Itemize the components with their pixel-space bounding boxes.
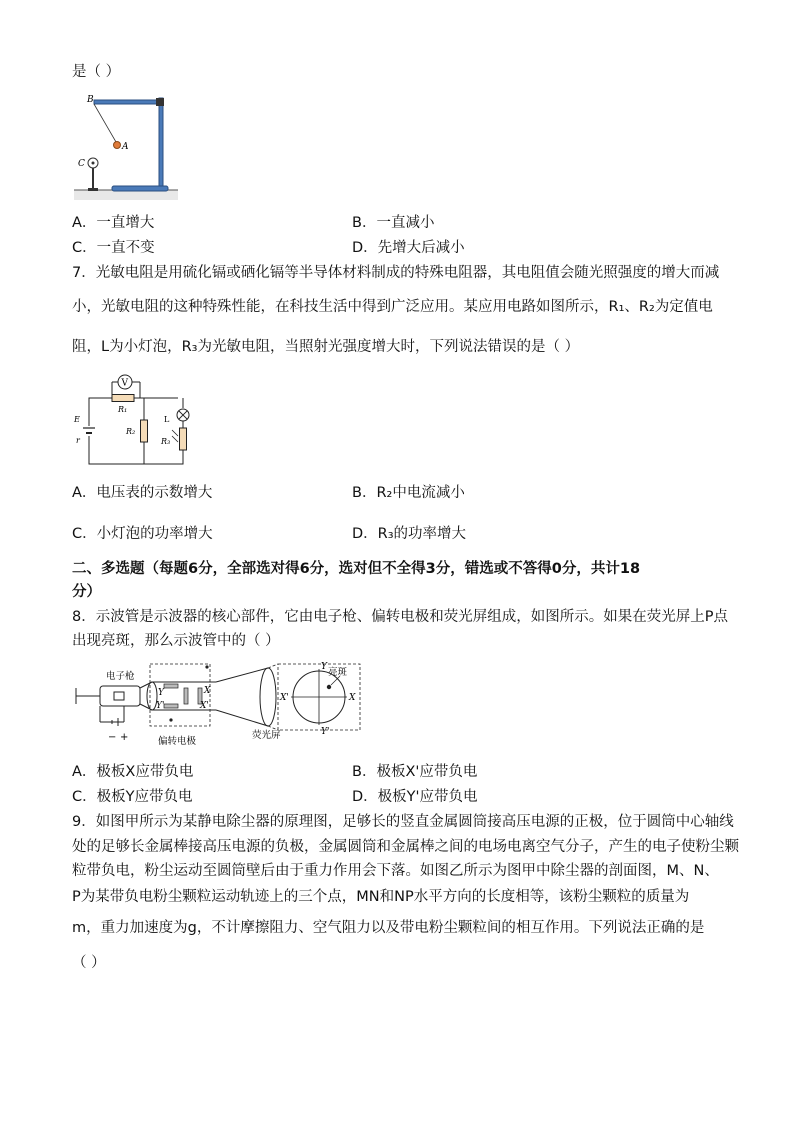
q9-stem-line6: （ ） [72, 955, 106, 971]
q6-option-b: B．一直减小 [352, 215, 435, 231]
q8-oscilloscope-figure [72, 660, 364, 750]
q9-stem-line3: 粒带负电，粉尘运动至圆筒壁后由于重力作用会下落。如图乙所示为图甲中除尘器的剖面图，M、N、 [72, 863, 719, 879]
label-e: E [74, 415, 80, 424]
q8-option-b: B．极板X'应带负电 [352, 764, 478, 780]
label-electron-gun: 电子枪 [106, 671, 135, 682]
label-l: L [164, 415, 170, 424]
q9-stem-line5: m，重力加速度为g，不计摩擦阻力、空气阻力以及带电粉尘颗粒间的相互作用。下列说法正确的是 [72, 920, 705, 936]
label-screen: 荧光屏 [252, 730, 281, 741]
label-r: r [76, 436, 80, 445]
screen-label-x-prime: X' [280, 693, 289, 703]
label-r1: R₁ [118, 405, 128, 414]
label-x: X [204, 686, 211, 696]
section2-heading-line1: 二、多选题（每题6分，全部选对得6分，选对但不全得3分，错选或不答得0分，共计18 [72, 561, 641, 577]
q7-option-d: D．R₃的功率增大 [352, 526, 467, 542]
resistor-r1 [112, 395, 134, 402]
resistor-r2 [141, 420, 148, 442]
label-minus: − [108, 732, 117, 743]
q8-option-d: D．极板Y'应带负电 [352, 789, 478, 805]
ball-a [114, 142, 121, 149]
q8-option-c: C．极板Y应带负电 [72, 789, 193, 805]
q7-stem-line2: 小，光敏电阻的这种特殊性能，在科技生活中得到广泛应用。某应用电路如图所示，R₁、R₂为定值电 [72, 299, 713, 315]
q6-option-c: C．一直不变 [72, 240, 155, 256]
stand-base [112, 186, 168, 191]
label-b: B [87, 95, 94, 105]
plate-y [164, 684, 178, 688]
q6-option-d: D．先增大后减小 [352, 240, 465, 256]
q6-option-a: A．一直增大 [72, 215, 155, 231]
q7-option-a: A．电压表的示数增大 [72, 485, 213, 501]
rod-b [94, 100, 162, 104]
q7-option-b: B．R₂中电流减小 [352, 485, 465, 501]
q9-stem-line4: P为某带负电粉尘颗粒运动轨迹上的三个点，MN和NP水平方向的长度相等，该粉尘颗粒的质量为 [72, 889, 690, 905]
q8-stem-line2: 出现亮斑，那么示波管中的（ ） [72, 633, 280, 649]
q7-option-c: C．小灯泡的功率增大 [72, 526, 213, 542]
photoresistor-r3 [180, 428, 187, 450]
label-a: A [122, 142, 129, 152]
label-bright-spot: 亮斑 [328, 667, 348, 678]
screen-label-y-prime: Y' [321, 727, 330, 737]
label-deflection-electrodes: 偏转电极 [158, 736, 197, 747]
label-r2: R₂ [126, 427, 136, 436]
label-plus: + [120, 732, 129, 743]
screen-label-y: Y [321, 662, 327, 672]
plate-y-prime [164, 704, 178, 708]
q7-stem-line1: 7．光敏电阻是用硫化镉或硒化镉等半导体材料制成的特殊电阻器，其电阻值会随光照强度的增大而减 [72, 265, 720, 281]
label-v: V [121, 378, 128, 389]
q8-option-a: A．极板X应带负电 [72, 764, 194, 780]
label-y-prime: Y' [156, 701, 165, 711]
label-c: C [78, 159, 85, 169]
label-r3: R₃ [161, 437, 171, 446]
q6-stem-tail: 是（ ） [72, 64, 121, 80]
q9-stem-line1: 9．如图甲所示为某静电除尘器的原理图，足够长的竖直金属圆筒接高压电源的正极，位于圆筒中心轴线 [72, 814, 734, 830]
plate-x-prime [184, 688, 188, 704]
section2-heading-line2: 分） [72, 584, 101, 600]
q6-pendulum-figure [74, 92, 178, 200]
q9-stem-line2: 处的足够长金属棒接高压电源的负极，金属圆筒和金属棒之间的电场电离空气分子，产生的电子使粉尘颗 [72, 839, 739, 855]
label-y: Y [158, 688, 164, 698]
label-x-prime: X' [200, 701, 209, 711]
q7-stem-line3: 阻，L为小灯泡，R₃为光敏电阻，当照射光强度增大时，下列说法错误的是（ ） [72, 339, 580, 355]
stand-pole [159, 98, 163, 186]
screen-label-x: X [349, 693, 356, 703]
q8-stem-line1: 8．示波管是示波器的核心部件，它由电子枪、偏转电极和荧光屏组成，如图所示。如果在荧光屏上P点 [72, 609, 728, 625]
q7-circuit-figure [72, 370, 192, 470]
bright-spot-p [327, 685, 331, 689]
